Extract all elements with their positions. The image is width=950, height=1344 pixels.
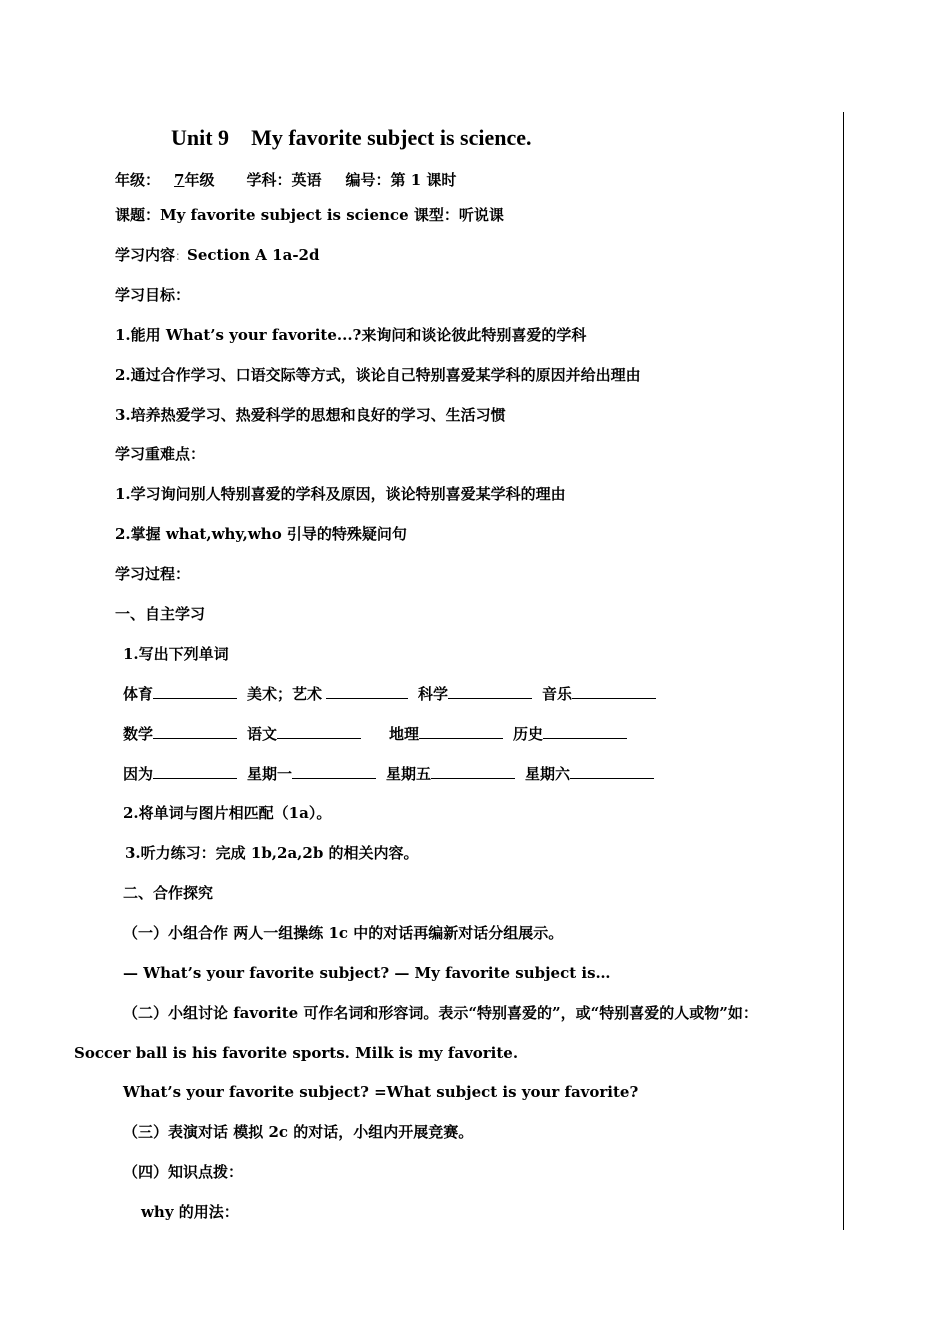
sub-section-2: （二）小组讨论 favorite 可作名词和形容词。表示“特别喜爱的”，或“特别喜爱的人或物”如： xyxy=(123,1004,758,1022)
word-label: 数学 xyxy=(123,725,154,743)
key-points-heading: 学习重难点： xyxy=(115,445,206,463)
lesson-type-value: 听说课 xyxy=(458,206,504,224)
code-label: 编号： xyxy=(345,171,391,189)
topic-label: 课题： xyxy=(115,206,161,224)
title-sentence: My favorite subject is science. xyxy=(251,125,532,150)
word-label: 语文 xyxy=(247,725,278,743)
answer-blank[interactable] xyxy=(292,777,376,779)
right-margin-rule xyxy=(843,112,844,1230)
topic-value: My favorite subject is science xyxy=(160,206,409,224)
task1: 1.写出下列单词 xyxy=(123,645,229,663)
answer-blank[interactable] xyxy=(153,697,237,699)
subject-value: 英语 xyxy=(291,171,322,189)
word-label: 地理 xyxy=(389,725,420,743)
word-label: 历史 xyxy=(513,725,544,743)
answer-blank[interactable] xyxy=(572,697,656,699)
word-label: 星期五 xyxy=(386,765,432,783)
content-sep: ： xyxy=(175,249,188,263)
answer-blank[interactable] xyxy=(326,697,408,699)
subject-label: 学科： xyxy=(246,171,292,189)
dialog-line: — What’s your favorite subject? — My favorite subject is… xyxy=(123,964,611,982)
answer-blank[interactable] xyxy=(431,777,515,779)
process-heading: 学习过程： xyxy=(115,565,191,583)
word-label: 体育 xyxy=(123,685,154,703)
key-point-item: 1.学习询问别人特别喜爱的学科及原因，谈论特别喜爱某学科的理由 xyxy=(115,485,566,503)
example-sentence: What’s your favorite subject? =What subject is your favorite? xyxy=(123,1083,639,1101)
example-sentence: Soccer ball is his favorite sports. Milk is my favorite. xyxy=(74,1044,519,1062)
key-point-item: 2.掌握 what,why,who 引导的特殊疑问句 xyxy=(115,525,407,543)
words-row-2 xyxy=(123,724,637,744)
word-label: 科学 xyxy=(418,685,449,703)
task2: 2.将单词与图片相匹配（1a）。 xyxy=(123,804,332,822)
part2-heading: 二、合作探究 xyxy=(123,884,214,902)
part1-heading: 一、自主学习 xyxy=(115,605,206,623)
content-value: Section A 1a-2d xyxy=(187,246,320,264)
content-label: 学习内容 xyxy=(115,246,176,264)
lesson-type-label: 课型： xyxy=(413,206,459,224)
word-label: 音乐 xyxy=(542,685,573,703)
answer-blank[interactable] xyxy=(570,777,654,779)
answer-blank[interactable] xyxy=(419,737,503,739)
goal-item: 1.能用 What’s your favorite...?来询问和谈论彼此特别喜爱的学科 xyxy=(115,326,587,344)
answer-blank[interactable] xyxy=(277,737,361,739)
goals-heading: 学习目标： xyxy=(115,286,191,304)
title-unit: Unit 9 xyxy=(171,125,230,150)
answer-blank[interactable] xyxy=(543,737,627,739)
answer-blank[interactable] xyxy=(153,737,237,739)
sub-section-4: （四）知识点拨： xyxy=(123,1163,244,1181)
goal-item: 2.通过合作学习、口语交际等方式，谈论自己特别喜爱某学科的原因并给出理由 xyxy=(115,366,641,384)
word-label: 星期六 xyxy=(525,765,571,783)
grade-label: 年级： xyxy=(115,171,161,189)
answer-blank[interactable] xyxy=(448,697,532,699)
words-row-1 xyxy=(123,684,666,704)
word-label: 美术；艺术 xyxy=(247,685,323,703)
sub-section-1: （一）小组合作 两人一组操练 1c 中的对话再编新对话分组展示。 xyxy=(123,924,564,942)
answer-blank[interactable] xyxy=(153,777,237,779)
meta-line xyxy=(115,170,456,190)
goal-item: 3.培养热爱学习、热爱科学的思想和良好的学习、生活习惯 xyxy=(115,406,506,424)
word-label: 因为 xyxy=(123,765,154,783)
topic-line xyxy=(115,205,504,225)
sub-section-3: （三）表演对话 模拟 2c 的对话，小组内开展竞赛。 xyxy=(123,1123,474,1141)
task3: 3.听力练习：完成 1b,2a,2b 的相关内容。 xyxy=(125,844,419,862)
page-title xyxy=(171,124,531,152)
grade-unit: 年级 xyxy=(184,171,215,189)
why-usage: why 的用法： xyxy=(141,1203,239,1221)
word-label: 星期一 xyxy=(247,765,293,783)
code-value: 第 1 课时 xyxy=(390,171,457,189)
words-row-3 xyxy=(123,764,664,784)
content-line xyxy=(115,245,319,266)
grade-value: 7 xyxy=(174,171,185,189)
